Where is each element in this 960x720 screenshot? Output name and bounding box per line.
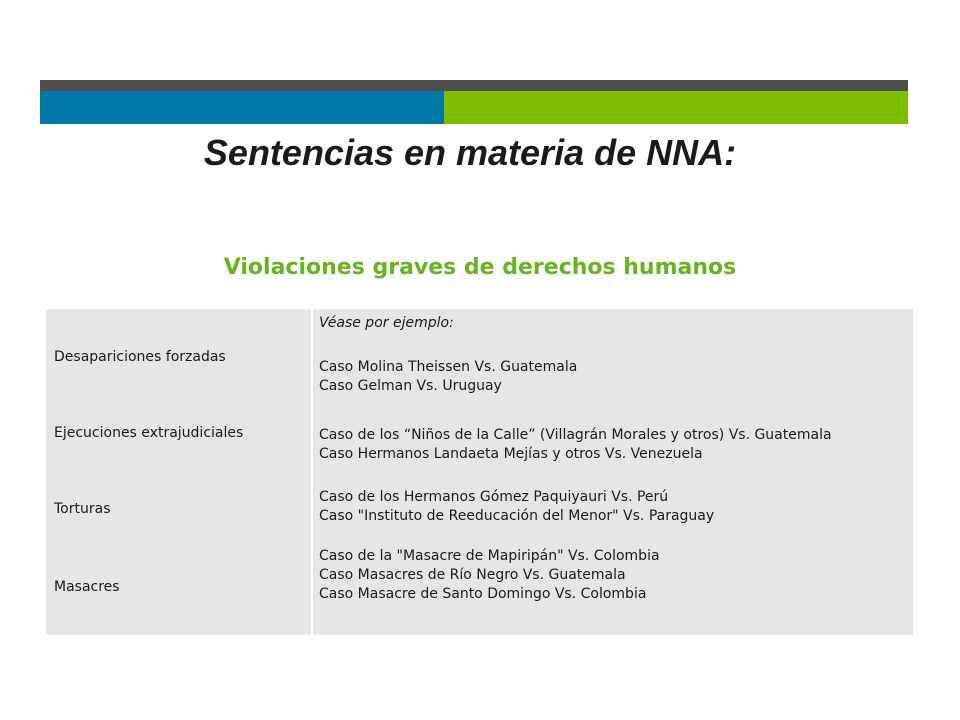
case-item: Caso de los “Niños de la Calle” (Villagrán Morales y otros) Vs. Guatemala bbox=[319, 427, 832, 443]
case-item: Caso de los Hermanos Gómez Paquiyauri Vs. Perú bbox=[319, 489, 669, 505]
case-item: Caso Masacre de Santo Domingo Vs. Colombia bbox=[319, 586, 647, 602]
case-item: Caso de la "Masacre de Mapiripán" Vs. Colombia bbox=[319, 548, 660, 564]
category-torturas: Torturas bbox=[54, 501, 111, 517]
case-item: Caso "Instituto de Reeducación del Menor" Vs. Paraguay bbox=[319, 508, 715, 524]
header-green-bar bbox=[444, 91, 908, 124]
column-divider bbox=[311, 309, 313, 635]
case-item: Caso Molina Theissen Vs. Guatemala bbox=[319, 359, 578, 375]
intro-text: Véase por ejemplo: bbox=[319, 315, 454, 331]
header-dark-bar bbox=[40, 80, 908, 91]
case-item: Caso Masacres de Río Negro Vs. Guatemala bbox=[319, 567, 626, 583]
category-masacres: Masacres bbox=[54, 579, 120, 595]
case-item: Caso Gelman Vs. Uruguay bbox=[319, 378, 502, 394]
cases-group-masacres bbox=[319, 547, 660, 604]
category-ejecuciones: Ejecuciones extrajudiciales bbox=[54, 425, 244, 441]
cases-group-torturas bbox=[319, 488, 714, 526]
header-blue-bar bbox=[40, 91, 444, 124]
case-item: Caso Hermanos Landaeta Mejías y otros Vs. Venezuela bbox=[319, 446, 703, 462]
cases-table bbox=[46, 309, 913, 635]
cases-group-desapariciones bbox=[319, 358, 577, 396]
cases-group-ejecuciones bbox=[319, 426, 832, 464]
slide-subtitle: Violaciones graves de derechos humanos bbox=[223, 255, 737, 280]
slide-title: Sentencias en materia de NNA: bbox=[203, 132, 737, 173]
category-desapariciones: Desapariciones forzadas bbox=[54, 349, 226, 365]
